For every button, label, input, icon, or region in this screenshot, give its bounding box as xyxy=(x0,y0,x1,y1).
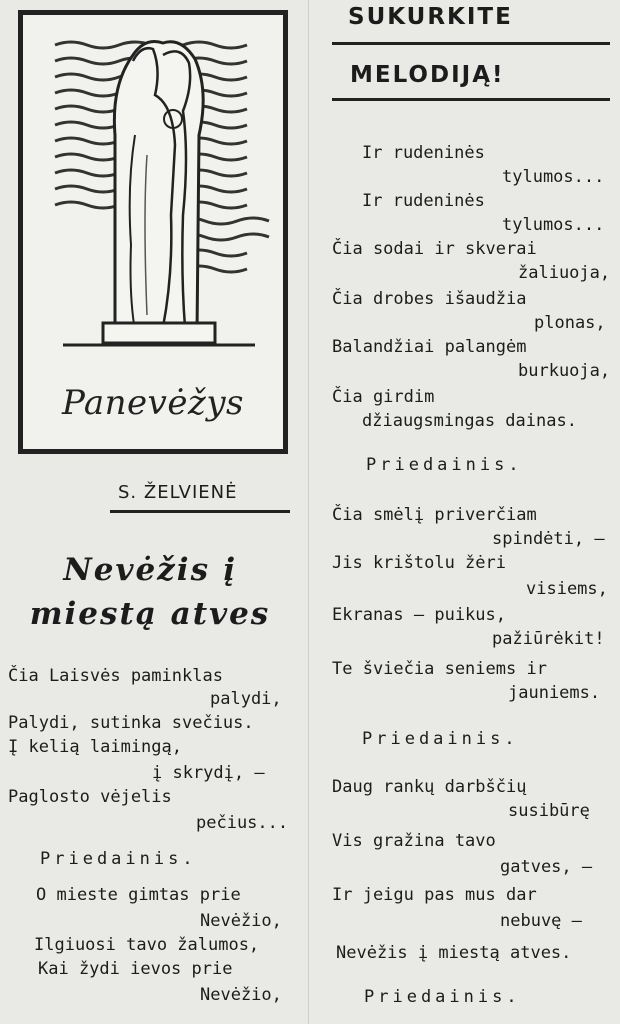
poem-line: palydi, xyxy=(210,689,282,709)
heading-line: MELODIJĄ! xyxy=(350,62,505,88)
poem-line: Nevėžio, xyxy=(200,911,282,931)
poem-line: Kai žydi ievos prie xyxy=(38,959,233,979)
poem-line: Ilgiuosi tavo žalumos, xyxy=(34,935,260,955)
poem-line: tylumos... xyxy=(502,167,605,187)
poem-line: Vis gražina tavo xyxy=(332,831,496,851)
statue xyxy=(114,42,203,334)
poem-line: žaliuoja, xyxy=(518,263,611,283)
poem-line: Ekranas — puikus, xyxy=(332,605,506,625)
heading-line: SUKURKITE xyxy=(348,4,513,30)
poem-line: Čia girdim xyxy=(332,387,435,407)
poem-line: tylumos... xyxy=(502,215,605,235)
poem-line: Palydi, sutinka svečius. xyxy=(8,713,254,733)
poem-line: pažiūrėkit! xyxy=(492,629,605,649)
poem-line: visiems, xyxy=(526,579,608,599)
poem-line: gatves, — xyxy=(500,857,593,877)
poem-line: džiaugsmingas dainas. xyxy=(362,411,577,431)
poem-line: nebuvę — xyxy=(500,911,582,931)
poem-line: susibūrę xyxy=(508,801,590,821)
poem-line: Čia smėlį priverčiam xyxy=(332,505,537,525)
refrain-label: Priedainis. xyxy=(366,455,523,475)
emblem-box xyxy=(18,10,288,454)
author-name: S. ŽELVIENĖ xyxy=(118,482,238,503)
poem-line: Ir jeigu pas mus dar xyxy=(332,885,537,905)
poem-title-line: miestą atves xyxy=(29,596,271,632)
poem-line: Nevėžis į miestą atves. xyxy=(336,943,572,963)
poem-line: į skrydį, — xyxy=(152,763,265,783)
poem-line: Nevėžio, xyxy=(200,985,282,1005)
poem-line: burkuoja, xyxy=(518,361,611,381)
poem-line: Čia Laisvės paminklas xyxy=(8,666,223,686)
poem-line: Ir rudeninės xyxy=(362,191,485,211)
poem-line: pečius... xyxy=(196,813,289,833)
poem-line: Daug rankų darbščių xyxy=(332,777,527,797)
refrain-label: Priedainis. xyxy=(40,849,197,869)
poem-line: Jis krištolu žėri xyxy=(332,553,506,573)
author-rule xyxy=(110,510,290,513)
refrain-label: Priedainis. xyxy=(362,729,519,749)
poem-line: Čia sodai ir skverai xyxy=(332,239,537,259)
poem-line: Balandžiai palangėm xyxy=(332,337,527,357)
poem-line: Čia drobes išaudžia xyxy=(332,289,527,309)
poem-line: spindėti, — xyxy=(492,529,605,549)
heading-rule xyxy=(332,98,610,101)
column-divider xyxy=(308,0,309,1024)
poem-line: plonas, xyxy=(534,313,606,333)
poem-title-line: Nevėžis į xyxy=(63,552,237,588)
poem-line: jauniems. xyxy=(508,683,601,703)
poem-line: Į kelią laimingą, xyxy=(8,737,182,757)
heading-rule xyxy=(332,42,610,45)
poem-line: O mieste gimtas prie xyxy=(36,885,241,905)
refrain-label: Priedainis. xyxy=(364,987,521,1007)
emblem-caption: Panevėžys xyxy=(61,383,245,423)
poem-line: Ir rudeninės xyxy=(362,143,485,163)
poem-line: Te šviečia seniems ir xyxy=(332,659,547,679)
pedestal xyxy=(103,323,215,343)
poem-title xyxy=(0,548,300,636)
poem-line: Paglosto vėjelis xyxy=(8,787,172,807)
